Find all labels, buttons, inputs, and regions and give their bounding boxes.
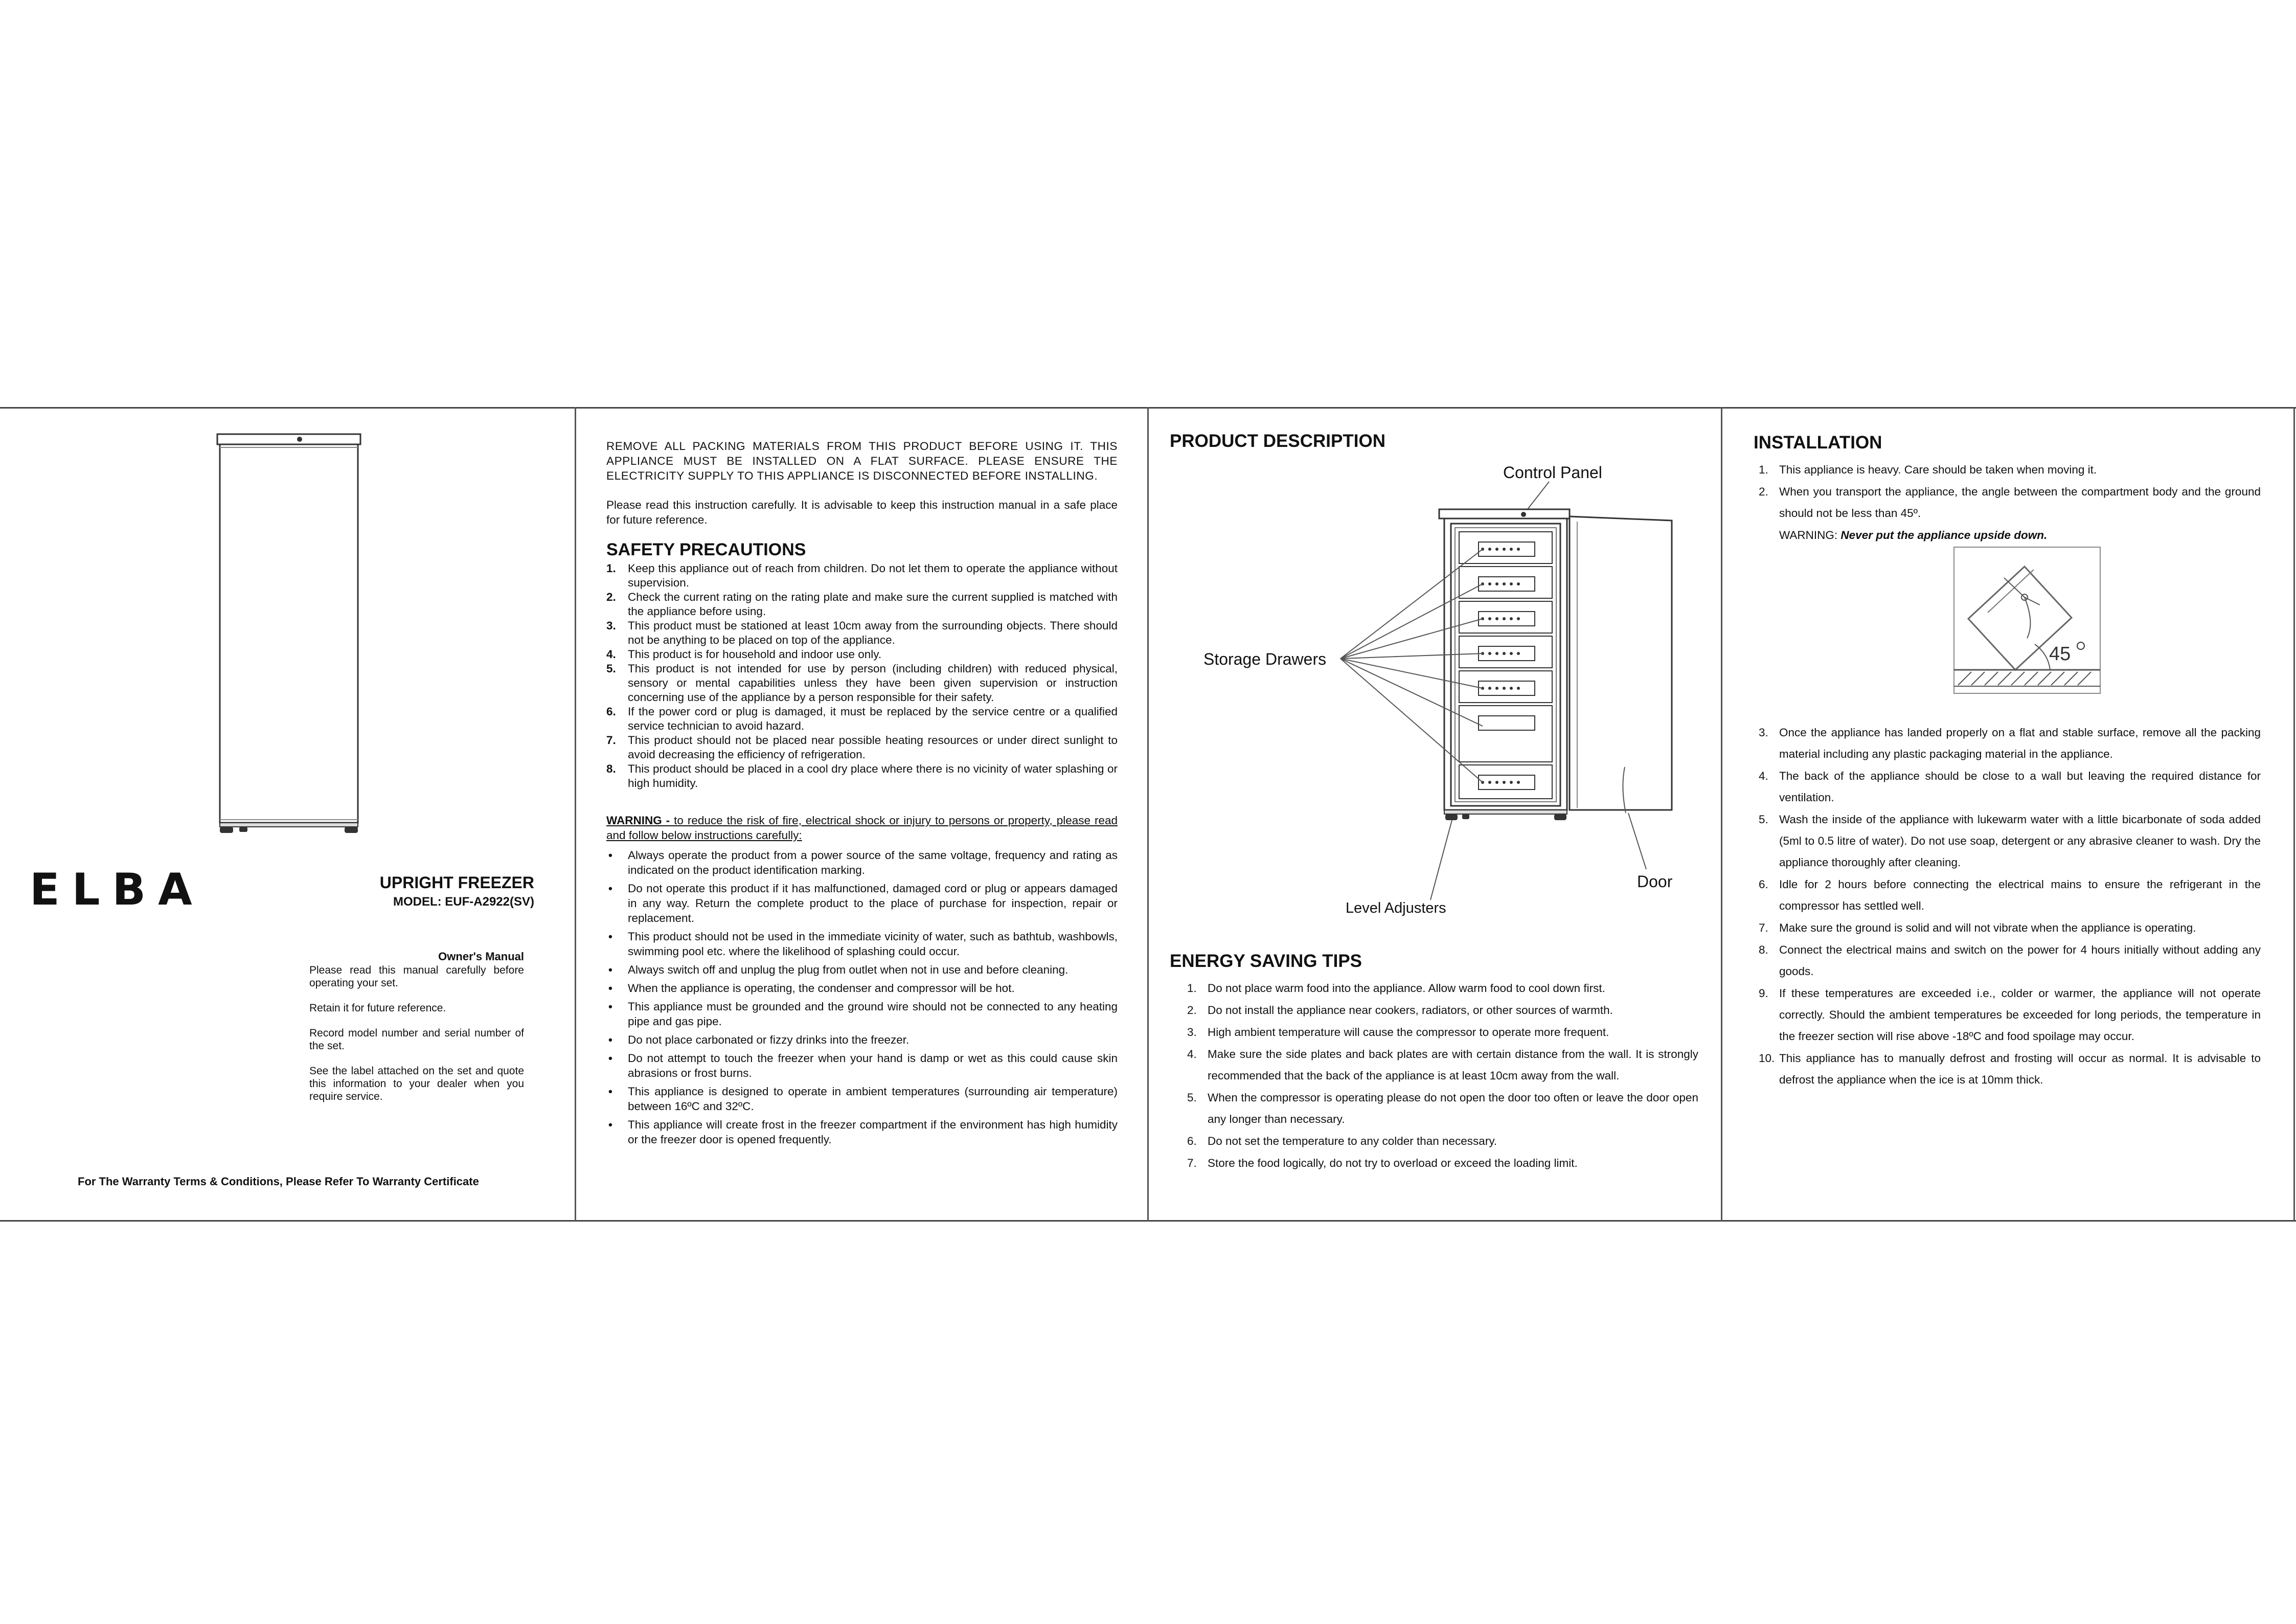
product-diagram — [1196, 460, 1682, 931]
fold-line-4 — [2293, 407, 2295, 1221]
list-item: 6. If the power cord or plug is damaged, it must be replaced by the service centre or a qualified service technician to avoid hazard. — [606, 705, 1118, 732]
bullet-icon: • — [608, 1000, 612, 1013]
tilt-angle-illustration — [1953, 546, 2101, 694]
installation-list-bottom — [1759, 722, 2261, 1091]
intro-note: Please read this instruction carefully. It is advisable to keep this instruction manual in a safe place for future reference. — [606, 499, 1118, 526]
panel-safety — [606, 439, 1118, 1151]
list-item: 4. The back of the appliance should be close to a wall but leaving the required distance for ventilation. — [1759, 770, 2261, 804]
bullet-icon: • — [608, 882, 612, 895]
list-item: 6. Do not set the temperature to any colder than necessary. — [1187, 1135, 1497, 1147]
list-item: 5. Wash the inside of the appliance with lukewarm water with a little bicarbonate of soda added (5ml to 0.5 litre of water). Do not use soap, detergent or any abrasive cleaner to wash. Dry the appliance thoroughly after cleaning. — [1759, 813, 2261, 869]
warranty-note: For The Warranty Terms & Conditions, Please Refer To Warranty Certificate — [78, 1175, 479, 1188]
list-item: 5. When the compressor is operating please do not open the door too often or leave the door open any longer than necessary. — [1187, 1091, 1698, 1125]
installation-top — [1759, 459, 2261, 546]
list-item: 8. Connect the electrical mains and switch on the power for 4 hours initially without adding any goods. — [1759, 943, 2261, 978]
installation-list-top — [1759, 459, 2261, 524]
fold-line-2 — [1147, 407, 1149, 1221]
note-label: See the label attached on the set and quote this information to your dealer when you require service. — [309, 1065, 524, 1102]
list-item: 5. This product is not intended for use by person (including children) with reduced physical, sensory or mental capabilities unless they have been given supervision or instruction concerning use of the appliance by a person responsible for their safety. — [606, 662, 1118, 704]
product-description-heading: PRODUCT DESCRIPTION — [1170, 431, 1385, 451]
list-item: • This appliance must be grounded and the ground wire should not be connected to any heating pipe and gas pipe. — [608, 1000, 1118, 1028]
list-item: 3. High ambient temperature will cause the compressor to operate more frequent. — [1187, 1026, 1609, 1039]
list-item: 2. When you transport the appliance, the angle between the compartment body and the ground should not be less than 45º. — [1759, 485, 2261, 520]
note-retain: Retain it for future reference. — [309, 1002, 446, 1014]
bullet-icon: • — [608, 963, 612, 976]
brand-logo: ELBA — [30, 864, 204, 915]
bullet-icon: • — [608, 982, 612, 995]
list-item: 9. If these temperatures are exceeded i.e., colder or warmer, the appliance will not operate correctly. Should the ambient temperatures be exceeded for long periods, the temperature in the freezer section will rise above -18ºC and food spoilage may occur. — [1759, 987, 2261, 1043]
list-item: • Always switch off and unplug the plug from outlet when not in use and before cleaning. — [608, 963, 1069, 976]
bullet-icon: • — [608, 1118, 612, 1131]
note-read-manual: Please read this manual carefully before operating your set. — [309, 964, 524, 989]
list-item: 3. This product must be stationed at least 10cm away from the surrounding objects. There should not be anything to be placed on top of the appliance. — [606, 619, 1118, 646]
list-item: 1. Do not place warm food into the appliance. Allow warm food to cool down first. — [1187, 982, 1605, 995]
list-item: • This appliance is designed to operate in ambient temperatures (surrounding air temperature) between 16ºC and 32ºC. — [608, 1085, 1118, 1113]
bullet-icon: • — [608, 849, 612, 862]
product-title: UPRIGHT FREEZER — [379, 873, 534, 892]
label-level-adjusters: Level Adjusters — [1346, 900, 1446, 916]
list-item: • Do not place carbonated or fizzy drinks into the freezer. — [608, 1033, 910, 1046]
list-item: 7. Store the food logically, do not try to overload or exceed the loading limit. — [1187, 1157, 1578, 1169]
label-storage-drawers: Storage Drawers — [1203, 650, 1327, 668]
list-item: 2. Check the current rating on the rating plate and make sure the current supplied is matched with the appliance before using. — [606, 591, 1118, 618]
list-item: • This product should not be used in the immediate vicinity of water, such as bathtub, washbowls, swimming pool etc. where the likelihood of splashing could occur. — [608, 930, 1118, 958]
warning-prefix: WARNING: — [1779, 529, 1841, 542]
list-item: • This appliance will create frost in the freezer compartment if the environment has high humidity or the freezer door is opened frequently. — [608, 1118, 1118, 1146]
bullet-icon: • — [608, 1033, 612, 1046]
list-item: • Always operate the product from a power source of the same voltage, frequency and rating as indicated on the product identification marking. — [608, 849, 1118, 876]
label-door: Door — [1637, 872, 1673, 891]
list-item: 1. Keep this appliance out of reach from children. Do not let them to operate the appliance without supervision. — [606, 562, 1118, 589]
installation-warning — [1759, 525, 2261, 546]
model-number: MODEL: EUF-A2922(SV) — [393, 895, 534, 909]
energy-tips-list — [1187, 978, 1698, 1175]
list-item: • Do not operate this product if it has malfunctioned, damaged cord or plug or appears damaged in any way. Return the complete product to the place of purchase for inspection, repair or replacement. — [608, 882, 1118, 924]
warning-emphasis: Never put the appliance upside down. — [1840, 529, 2048, 542]
owners-manual-heading: Owner's Manual — [438, 950, 524, 963]
freezer-front-illustration — [210, 432, 368, 836]
angle-label: 45 — [2049, 643, 2071, 665]
bullet-icon: • — [608, 930, 612, 943]
warning-bullets — [606, 848, 1118, 1147]
list-item: 10. This appliance has to manually defrost and frosting will occur as normal. It is advisable to defrost the appliance when the ice is at 10mm thick. — [1759, 1052, 2261, 1086]
warning-text: to reduce the risk of fire, electrical shock or injury to persons or property, please read and follow below instructions carefully: — [606, 814, 1118, 842]
list-item: 2. Do not install the appliance near cookers, radiators, or other sources of warmth. — [1187, 1004, 1613, 1017]
bullet-icon: • — [608, 1085, 612, 1098]
note-record-model: Record model number and serial number of the set. — [309, 1027, 524, 1052]
list-item: 4. Make sure the side plates and back plates are with certain distance from the wall. It is strongly recommended that the back of the appliance is at least 10cm away from the wall. — [1187, 1048, 1698, 1082]
list-item: • Do not attempt to touch the freezer when your hand is damp or wet as this could cause skin abrasions or frost burns. — [608, 1052, 1118, 1079]
warning-paragraph — [606, 813, 1118, 843]
owners-manual-notes — [309, 964, 524, 1115]
fold-line-1 — [575, 407, 576, 1221]
list-item: 3. Once the appliance has landed properly on a flat and stable surface, remove all the packing material including any plastic packaging material in the appliance. — [1759, 726, 2261, 760]
list-item: • When the appliance is operating, the condenser and compressor will be hot. — [608, 982, 1015, 995]
list-item: 7. Make sure the ground is solid and will not vibrate when the appliance is operating. — [1759, 921, 2196, 934]
list-item: 8. This product should be placed in a cool dry place where there is no vicinity of water splashing or high humidity. — [606, 762, 1118, 790]
energy-saving-heading: ENERGY SAVING TIPS — [1170, 951, 1362, 971]
bullet-icon: • — [608, 1052, 612, 1065]
label-control-panel: Control Panel — [1503, 463, 1602, 482]
safety-heading: SAFETY PRECAUTIONS — [606, 540, 806, 559]
warning-label: WARNING - — [606, 814, 670, 827]
list-item: 1. This appliance is heavy. Care should be taken when moving it. — [1759, 463, 2097, 476]
packing-instructions: REMOVE ALL PACKING MATERIALS FROM THIS PRODUCT BEFORE USING IT. THIS APPLIANCE MUST BE INSTALLED ON A FLAT SURFACE. PLEASE ENSURE THE ELECTRICITY SUPPLY TO THIS APPLIANCE IS DISCONNECTED BEFORE INSTALLING. — [606, 440, 1118, 482]
safety-list — [606, 561, 1118, 791]
list-item: 6. Idle for 2 hours before connecting the electrical mains to ensure the refrigerant in the compressor has settled well. — [1759, 878, 2261, 912]
fold-line-3 — [1721, 407, 1722, 1221]
installation-heading: INSTALLATION — [1754, 433, 1882, 453]
list-item: 4. This product is for household and indoor use only. — [606, 648, 882, 661]
list-item: 7. This product should not be placed near possible heating resources or under direct sunlight to avoid decreasing the efficiency of refrigeration. — [606, 734, 1118, 761]
